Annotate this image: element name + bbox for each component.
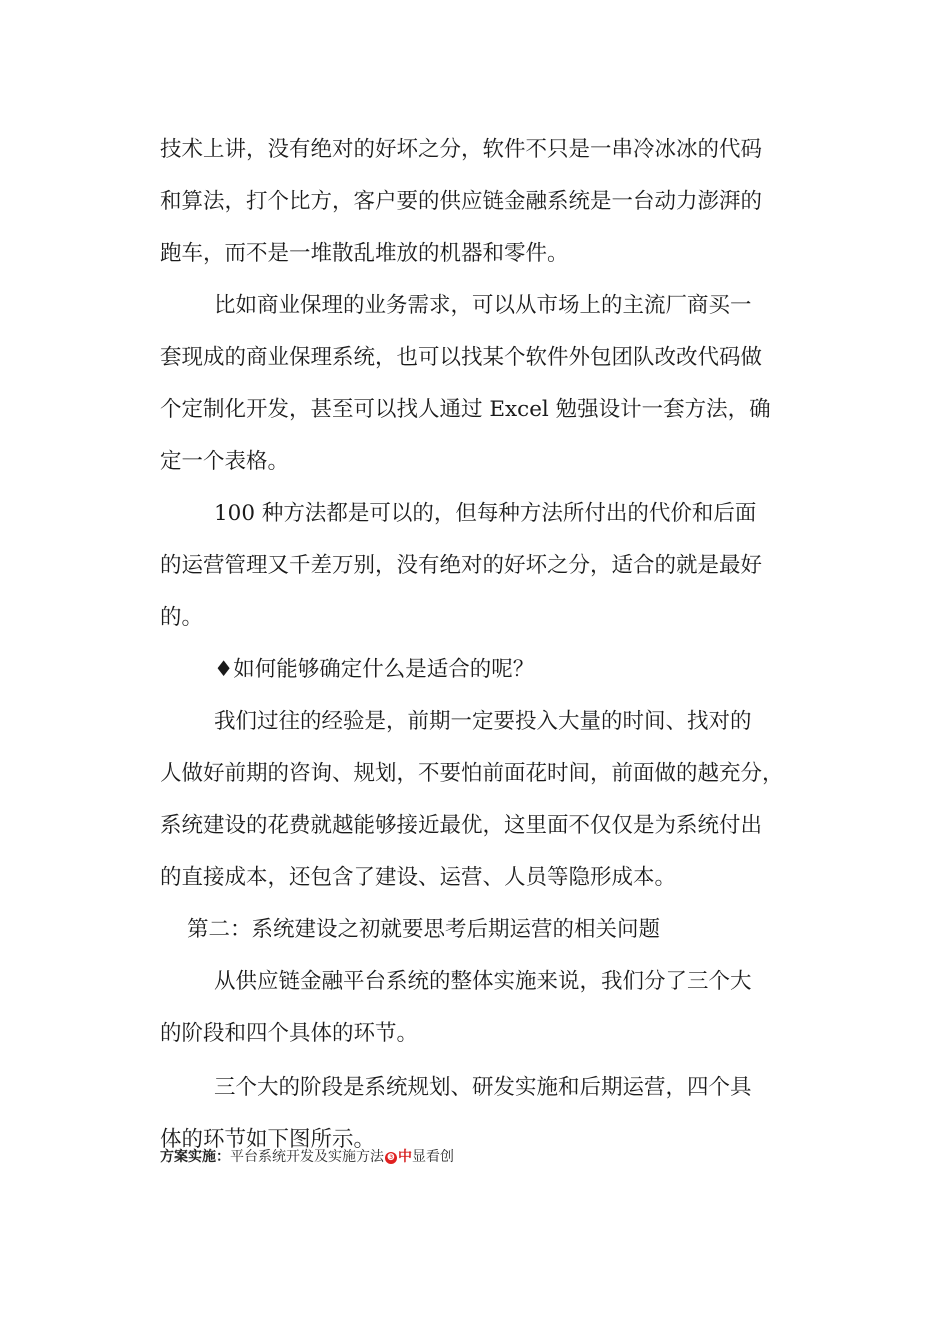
paragraph-line: 体的环节如下图所示。 [160, 1127, 376, 1152]
caption-text: 平台系统开发及实施方法 [230, 1149, 384, 1165]
paragraph-line: 跑车，而不是一堆散乱堆放的机器和零件。 [160, 241, 569, 266]
paragraph-line: 系统建设的花费就越能够接近最优，这里面不仅仅是为系统付出 [160, 813, 763, 838]
caption-tail: 显看创 [412, 1149, 454, 1165]
paragraph-line: 的运营管理又千差万别，没有绝对的好坏之分，适合的就是最好 [160, 553, 763, 578]
section-heading: 第二：系统建设之初就要思考后期运营的相关问题 [187, 917, 661, 942]
paragraph-line: 从供应链金融平台系统的整体实施来说，我们分了三个大 [214, 969, 752, 994]
body-text [160, 128, 800, 1170]
number-badge-icon: ❸ [386, 1153, 396, 1163]
paragraph-line: 100 种方法都是可以的，但每种方法所付出的代价和后面 [214, 501, 757, 526]
paragraph-line: 的。 [160, 605, 204, 630]
paragraph-line: 三个大的阶段是系统规划、研发实施和后期运营，四个具 [214, 1075, 752, 1100]
paragraph-line: 的直接成本，还包含了建设、运营、人员等隐形成本。 [160, 865, 677, 890]
paragraph-line: 个定制化开发，甚至可以找人通过 Excel 勉强设计一套方法，确 [160, 397, 771, 422]
paragraph-line: 我们过往的经验是，前期一定要投入大量的时间、找对的 [214, 709, 752, 734]
caption-lead: 方案实施： [160, 1149, 230, 1165]
paragraph-line: 人做好前期的咨询、规划，不要怕前面花时间，前面做的越充分， [160, 761, 784, 786]
question-line: ♦如何能够确定什么是适合的呢？ [214, 657, 535, 682]
paragraph-line: 的阶段和四个具体的环节。 [160, 1021, 419, 1046]
paragraph-line: 和算法，打个比方，客户要的供应链金融系统是一台动力澎湃的 [160, 189, 763, 214]
paragraph-line: 定一个表格。 [160, 449, 290, 474]
caption-brand: 中 [398, 1149, 412, 1165]
paragraph-line: 技术上讲，没有绝对的好坏之分，软件不只是一串冷冰冰的代码 [160, 137, 763, 162]
figure-caption [160, 1146, 454, 1166]
paragraph-line: 比如商业保理的业务需求，可以从市场上的主流厂商买一 [214, 293, 752, 318]
paragraph-line: 套现成的商业保理系统，也可以找某个软件外包团队改改代码做 [160, 345, 763, 370]
